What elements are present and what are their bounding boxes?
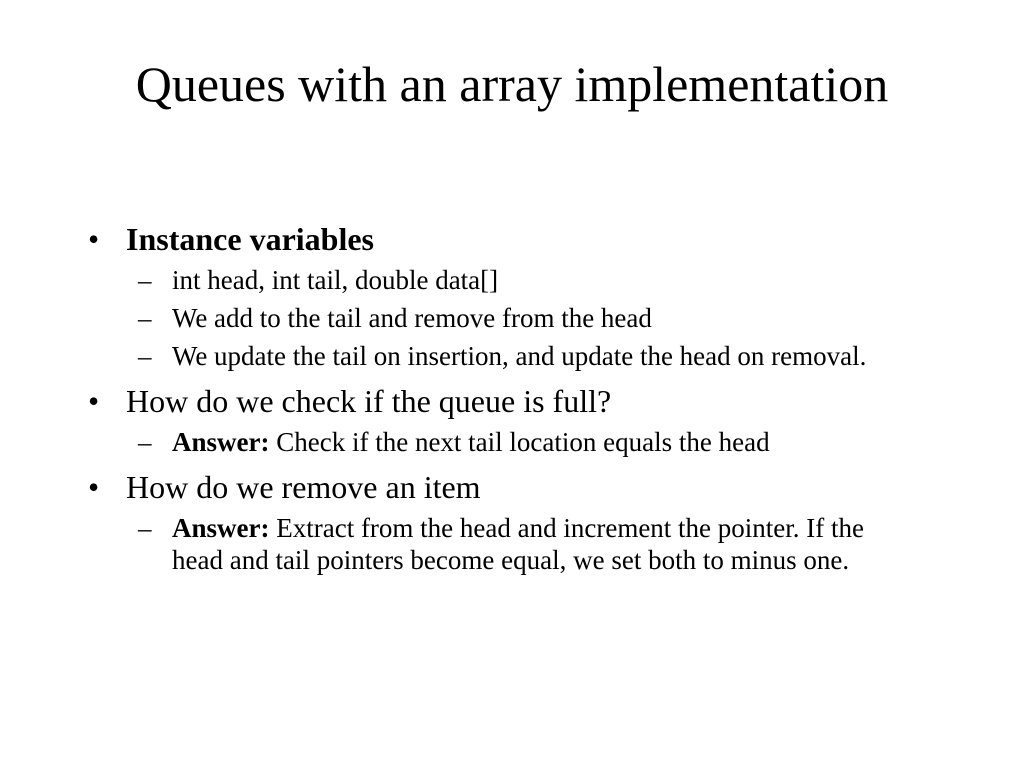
bullet-heading: Instance variables: [126, 221, 374, 257]
answer-text: Check if the next tail location equals the head: [276, 427, 770, 457]
sub-bullet-add-remove: [126, 302, 892, 334]
sub-bullet-answer-remove: [126, 512, 892, 576]
answer-label: Answer:: [172, 513, 270, 543]
sub-bullet-answer-full: [126, 426, 892, 458]
sub-bullet-text: int head, int tail, double data[]: [172, 265, 499, 295]
bullet-remove-item: [82, 468, 942, 506]
sub-bullet-text: We update the tail on insertion, and update the head on removal.: [172, 341, 867, 371]
answer-text: Extract from the head and increment the pointer. If the head and tail pointers become equal, we set both to minus one.: [172, 513, 864, 575]
bullet-heading: How do we check if the queue is full?: [126, 383, 612, 419]
bullet-heading: How do we remove an item: [126, 469, 481, 505]
sub-bullet-text: We add to the tail and remove from the head: [172, 303, 652, 333]
dash-marker: –: [138, 513, 152, 543]
bullet-marker: •: [88, 221, 100, 257]
answer-label: Answer:: [172, 427, 270, 457]
slide-title: Queues with an array implementation: [135, 56, 889, 112]
dash-marker: –: [138, 341, 152, 371]
bullet-instance-variables: [82, 220, 942, 258]
slide-body: [82, 220, 942, 582]
sub-bullet-update: [126, 340, 892, 372]
bullet-marker: •: [88, 383, 100, 419]
bullet-marker: •: [88, 469, 100, 505]
dash-marker: –: [138, 427, 152, 457]
dash-marker: –: [138, 265, 152, 295]
sub-bullet-fields: [126, 264, 892, 296]
dash-marker: –: [138, 303, 152, 333]
bullet-check-full: [82, 382, 942, 420]
